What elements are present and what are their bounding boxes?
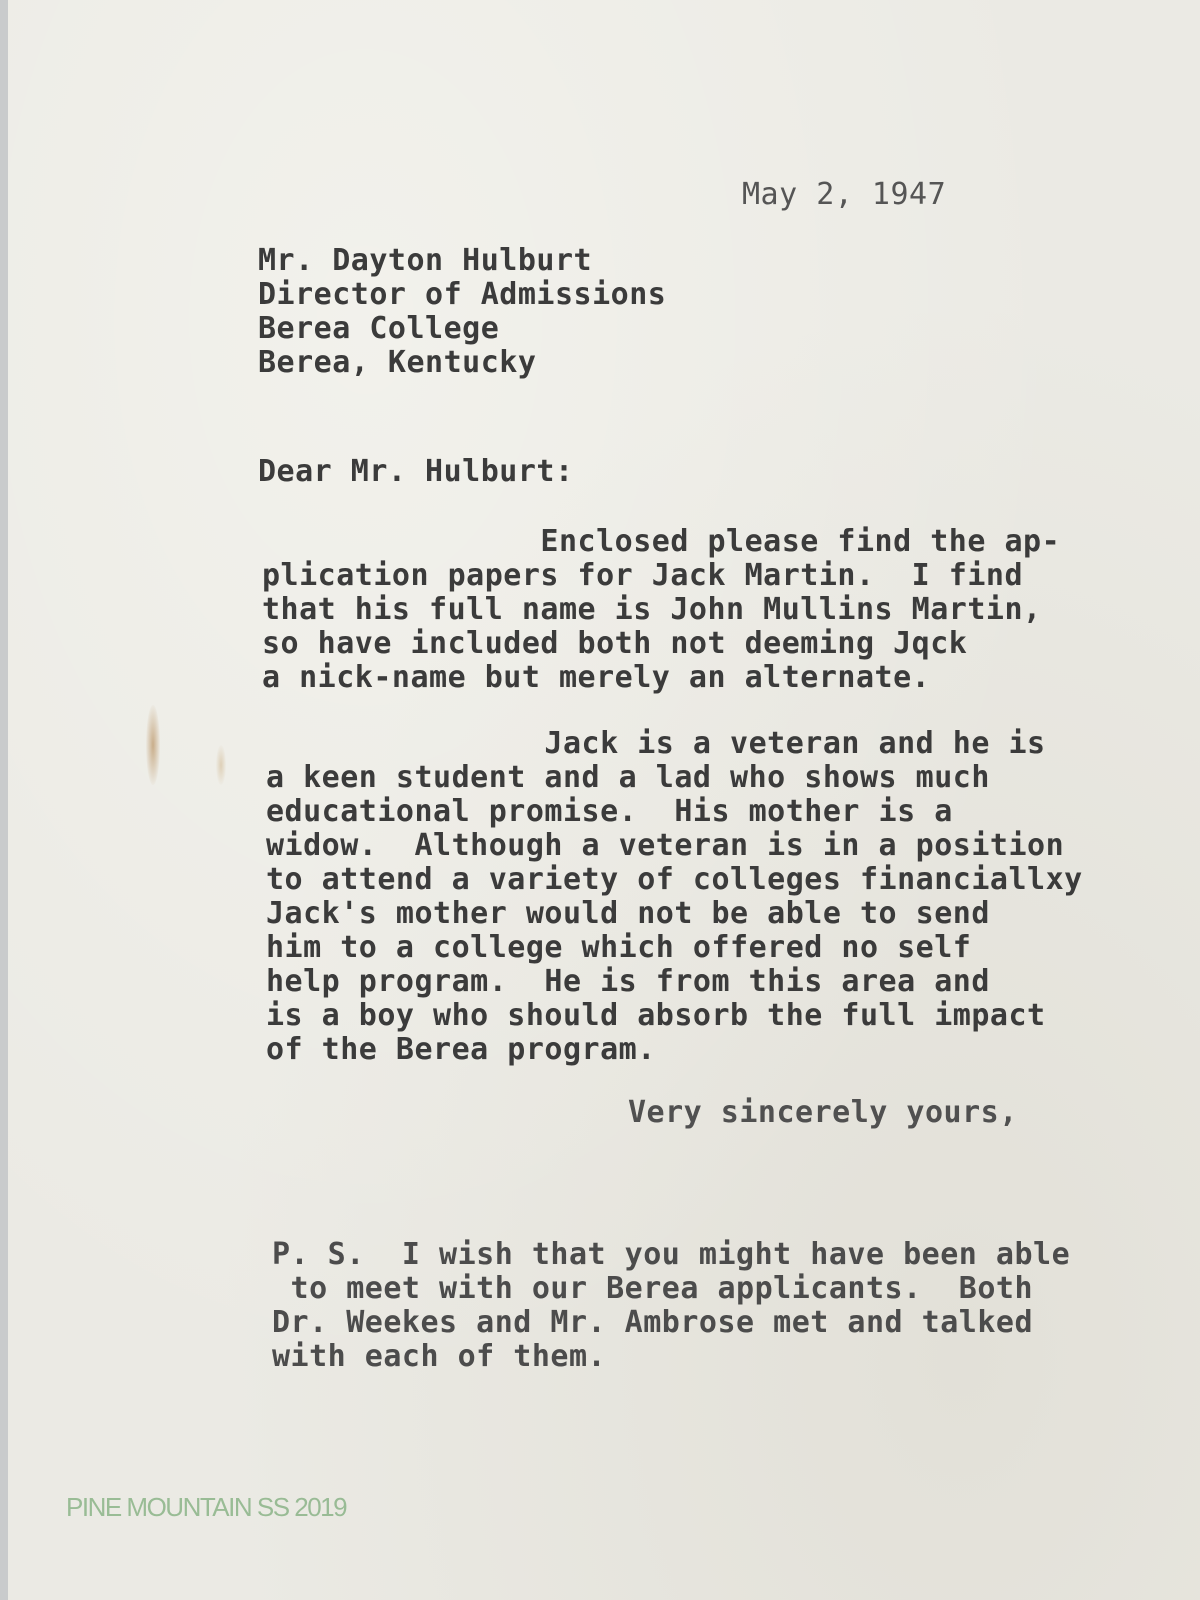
paper-edge	[0, 0, 8, 1600]
text-line: with each of them.	[272, 1339, 607, 1374]
text-line: of the Berea program.	[266, 1032, 656, 1067]
text-line: P. S. I wish that you might have been able	[272, 1237, 1071, 1272]
text-line: plication papers for Jack Martin. I find	[262, 558, 1024, 593]
letter-date: May 2, 1947	[742, 177, 947, 212]
text-line: widow. Although a veteran is in a position	[266, 828, 1065, 863]
recipient-name: Mr. Dayton Hulburt	[258, 243, 593, 278]
closing: Very sincerely yours,	[628, 1095, 1018, 1130]
text-line: is a boy who should absorb the full impact	[266, 998, 1046, 1033]
rust-stain	[146, 705, 160, 785]
text-line: a nick-name but merely an alternate.	[262, 660, 931, 695]
text-line: educational promise. His mother is a	[266, 794, 953, 829]
watermark: PINE MOUNTAIN SS 2019	[66, 1492, 347, 1522]
text-line: Jack is a veteran and he is	[266, 726, 1046, 761]
text-line: so have included both not deeming Jqck	[262, 626, 968, 661]
recipient-institution: Berea College	[258, 311, 500, 346]
text-line: Enclosed please find the ap-	[262, 524, 1061, 559]
recipient-location: Berea, Kentucky	[258, 345, 537, 380]
text-line: help program. He is from this area and	[266, 964, 990, 999]
text-line: that his full name is John Mullins Martin,	[262, 592, 1042, 627]
postscript	[272, 1238, 1070, 1374]
salutation: Dear Mr. Hulburt:	[258, 454, 574, 489]
text-line: him to a college which offered no self	[266, 930, 972, 965]
text-line: to attend a variety of colleges financiallxy	[266, 862, 1083, 897]
body-paragraph-2	[266, 727, 1083, 1067]
text-line: a keen student and a lad who shows much	[266, 760, 990, 795]
text-line: Dr. Weekes and Mr. Ambrose met and talked	[272, 1305, 1034, 1340]
letter-page	[8, 0, 1200, 1600]
text-line: Jack's mother would not be able to send	[266, 896, 990, 931]
body-paragraph-1	[262, 525, 1060, 695]
text-line: to meet with our Berea applicants. Both	[272, 1271, 1034, 1306]
rust-stain-small	[216, 745, 226, 785]
recipient-title: Director of Admissions	[258, 277, 667, 312]
recipient-address	[258, 244, 666, 380]
